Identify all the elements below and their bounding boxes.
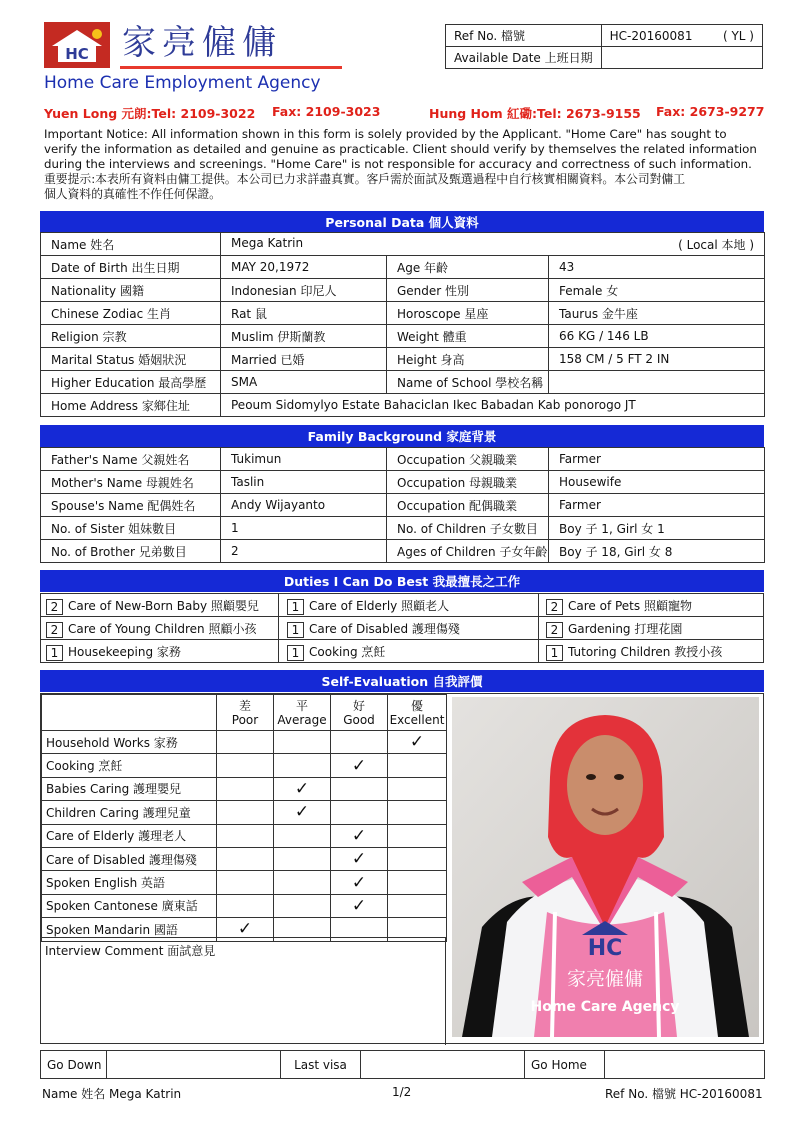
last-visa-label: Last visa xyxy=(281,1051,361,1079)
name-value: Mega Katrin xyxy=(231,235,304,250)
evaluation-blank-header xyxy=(42,695,217,731)
evaluation-item-label: Children Caring 護理兒童 xyxy=(42,801,217,824)
agency-name: Home Care Employment Agency xyxy=(44,73,321,93)
rating-cell xyxy=(217,871,274,894)
brother-count-label: No. of Brother 兄弟數目 xyxy=(41,540,221,563)
weight-label: Weight 體重 xyxy=(387,325,549,348)
school-label: Name of School 學校名稱 xyxy=(387,371,549,394)
zodiac-value: Rat 鼠 xyxy=(221,302,387,325)
hung-hom-tel: Hung Hom 紅磡:Tel: 2673-9155 xyxy=(429,106,641,121)
notice-line: 個人資料的真確性不作任何保證。 xyxy=(44,187,221,201)
name-value-cell xyxy=(221,233,765,256)
duty-label: Care of New-Born Baby 照顧嬰兒 xyxy=(68,599,259,613)
notice-line: 重要提示:本表所有資料由傭工提供。本公司已力求詳盡真實。客戶需於面試及甄選過程中自行核實相關資料。本公司對傭工 xyxy=(44,172,686,186)
rating-cell xyxy=(217,847,274,870)
notice-line: Important Notice: All information shown in this form is solely provided by the Applicant. "Home Care" has sought to xyxy=(44,127,727,141)
spouse-name-label: Spouse's Name 配偶姓名 xyxy=(41,494,221,517)
table-row xyxy=(41,233,765,256)
check-mark-icon: ✓ xyxy=(388,731,447,754)
dob-value: MAY 20,1972 xyxy=(221,256,387,279)
name-label: Name 姓名 xyxy=(41,233,221,256)
table-row xyxy=(42,731,447,754)
education-label: Higher Education 最高學歷 xyxy=(41,371,221,394)
rating-cell xyxy=(388,824,447,847)
rating-cell xyxy=(388,871,447,894)
important-notice xyxy=(44,127,766,202)
table-row xyxy=(41,394,765,417)
check-mark-icon: ✓ xyxy=(331,754,388,777)
duty-label: Care of Elderly 照顧老人 xyxy=(309,599,450,613)
height-label: Height 身高 xyxy=(387,348,549,371)
table-row xyxy=(42,894,447,917)
rating-cell xyxy=(274,871,331,894)
rating-cell xyxy=(388,777,447,800)
personal-data-table xyxy=(40,232,765,417)
duty-label: Tutoring Children 教授小孩 xyxy=(568,645,723,659)
evaluation-item-label: Household Works 家務 xyxy=(42,731,217,754)
duty-rank: 2 xyxy=(46,599,63,615)
table-row xyxy=(42,801,447,824)
rating-header-cn: 好 xyxy=(352,698,365,713)
gender-label: Gender 性別 xyxy=(387,279,549,302)
duty-rank: 2 xyxy=(46,622,63,638)
applicant-photo xyxy=(452,697,759,1037)
duty-rank: 1 xyxy=(287,645,304,661)
school-value xyxy=(549,371,765,394)
table-row xyxy=(42,847,447,870)
duty-rank: 2 xyxy=(546,622,563,638)
mother-name-value: Taslin xyxy=(221,471,387,494)
father-name-value: Tukimun xyxy=(221,448,387,471)
rating-header-cn: 差 xyxy=(238,698,251,713)
rating-cell xyxy=(274,894,331,917)
spouse-name-value: Andy Wijayanto xyxy=(221,494,387,517)
logo-mark-text: HC xyxy=(65,45,89,63)
weight-value: 66 KG / 146 LB xyxy=(549,325,765,348)
duty-label: Care of Pets 照顧寵物 xyxy=(568,599,692,613)
check-mark-icon: ✓ xyxy=(331,871,388,894)
duty-rank: 1 xyxy=(287,599,304,615)
evaluation-item-label: Cooking 烹飪 xyxy=(42,754,217,777)
check-mark-icon: ✓ xyxy=(274,801,331,824)
travel-info-table xyxy=(40,1050,765,1079)
check-mark-icon: ✓ xyxy=(217,918,274,941)
marital-value: Married 已婚 xyxy=(221,348,387,371)
age-value: 43 xyxy=(549,256,765,279)
check-mark-icon: ✓ xyxy=(331,894,388,917)
dob-label: Date of Birth 出生日期 xyxy=(41,256,221,279)
last-visa-value xyxy=(361,1051,525,1079)
interview-comment xyxy=(41,937,446,1045)
duty-item xyxy=(287,595,449,617)
table-row xyxy=(41,279,765,302)
spouse-occupation-label: Occupation 配偶職業 xyxy=(387,494,549,517)
duty-item xyxy=(287,641,385,663)
rating-header-poor xyxy=(217,695,274,731)
self-evaluation-table xyxy=(41,694,447,942)
self-evaluation-panel xyxy=(40,693,764,1044)
duties-divider xyxy=(538,594,539,662)
rating-header-en: Poor xyxy=(231,712,259,727)
rating-cell xyxy=(274,824,331,847)
table-row xyxy=(42,871,447,894)
children-ages-value: Boy 子 18, Girl 女 8 xyxy=(549,540,765,563)
table-row xyxy=(41,540,765,563)
table-row xyxy=(41,325,765,348)
evaluation-item-label: Spoken Cantonese 廣東話 xyxy=(42,894,217,917)
residency-tag: ( Local 本地 ) xyxy=(678,237,755,252)
evaluation-rows xyxy=(42,731,447,942)
father-name-label: Father's Name 父親姓名 xyxy=(41,448,221,471)
ref-label: Ref No. 檔號 xyxy=(446,25,602,47)
father-occupation-label: Occupation 父親職業 xyxy=(387,448,549,471)
family-background-table xyxy=(40,447,765,563)
horoscope-label: Horoscope 星座 xyxy=(387,302,549,325)
apron-chinese-text: 家亮僱傭 xyxy=(566,968,644,990)
rating-cell xyxy=(388,754,447,777)
religion-value: Muslim 伊斯蘭教 xyxy=(221,325,387,348)
notice-line: verify the information as detailed and genuine as practicable. Client should verify by themselves the related information xyxy=(44,142,757,156)
apron-english-text: Home Care Agency xyxy=(530,999,680,1015)
check-mark-icon: ✓ xyxy=(274,777,331,800)
brother-count-value: 2 xyxy=(221,540,387,563)
table-row xyxy=(41,371,765,394)
duty-item xyxy=(287,618,460,640)
duty-label: Housekeeping 家務 xyxy=(68,645,181,659)
duty-item xyxy=(546,641,722,663)
rating-cell xyxy=(388,894,447,917)
height-value: 158 CM / 5 FT 2 IN xyxy=(549,348,765,371)
go-home-value xyxy=(605,1051,765,1079)
go-down-label: Go Down xyxy=(41,1051,107,1079)
agency-logo xyxy=(44,22,324,68)
table-row xyxy=(41,256,765,279)
rating-cell xyxy=(331,801,388,824)
duty-item xyxy=(46,595,259,617)
duty-label: Gardening 打理花園 xyxy=(568,622,683,636)
ref-value: HC-20160081 xyxy=(609,28,693,43)
duties-header: Duties I Can Do Best 我最擅長之工作 xyxy=(40,570,764,592)
mother-occupation-label: Occupation 母親職業 xyxy=(387,471,549,494)
notice-line: during the interviews and screenings. "Home Care" is not responsible for accuracy and correctness of such information. xyxy=(44,157,752,171)
go-home-label: Go Home xyxy=(525,1051,605,1079)
rating-cell xyxy=(388,847,447,870)
duty-label: Cooking 烹飪 xyxy=(309,645,386,659)
duty-label: Care of Young Children 照顧小孩 xyxy=(68,622,257,636)
footer-name: Name 姓名 Mega Katrin xyxy=(42,1087,182,1101)
duty-rank: 2 xyxy=(546,599,563,615)
family-background-header: Family Background 家庭背景 xyxy=(40,425,764,447)
personal-data-header: Personal Data 個人資料 xyxy=(40,211,764,233)
footer-ref: Ref No. 檔號 HC-20160081 xyxy=(605,1087,763,1101)
rating-header-en: Average xyxy=(277,712,327,727)
rating-cell xyxy=(217,824,274,847)
duty-item xyxy=(546,618,682,640)
duty-rank: 1 xyxy=(546,645,563,661)
house-logo-icon xyxy=(44,22,110,68)
rating-cell xyxy=(217,894,274,917)
education-value: SMA xyxy=(221,371,387,394)
table-row xyxy=(42,754,447,777)
rating-cell xyxy=(274,731,331,754)
ref-value-cell xyxy=(601,25,762,47)
ref-suffix: ( YL ) xyxy=(722,28,754,43)
rating-cell xyxy=(331,777,388,800)
yuen-long-fax: Fax: 2109-3023 xyxy=(272,104,381,119)
mother-occupation-value: Housewife xyxy=(549,471,765,494)
zodiac-label: Chinese Zodiac 生肖 xyxy=(41,302,221,325)
evaluation-item-label: Care of Disabled 護理傷殘 xyxy=(42,847,217,870)
duties-divider xyxy=(278,594,279,662)
table-row xyxy=(42,824,447,847)
duty-label: Care of Disabled 護理傷殘 xyxy=(309,622,460,636)
check-mark-icon: ✓ xyxy=(331,847,388,870)
address-label: Home Address 家鄉住址 xyxy=(41,394,221,417)
self-evaluation-header: Self-Evaluation 自我評價 xyxy=(40,670,764,692)
duty-item xyxy=(546,595,692,617)
interview-comment-label: Interview Comment 面試意見 xyxy=(45,944,216,958)
table-row xyxy=(41,448,765,471)
rating-cell xyxy=(274,847,331,870)
available-date-label: Available Date 上班日期 xyxy=(446,47,602,69)
table-row xyxy=(41,471,765,494)
hung-hom-fax: Fax: 2673-9277 xyxy=(656,104,765,119)
father-occupation-value: Farmer xyxy=(549,448,765,471)
evaluation-item-label: Care of Elderly 護理老人 xyxy=(42,824,217,847)
rating-header-en: Excellent xyxy=(389,712,445,727)
rating-cell xyxy=(217,777,274,800)
age-label: Age 年齡 xyxy=(387,256,549,279)
evaluation-item-label: Spoken Mandarin 國語 xyxy=(42,918,217,941)
table-row xyxy=(41,302,765,325)
children-count-label: No. of Children 子女數目 xyxy=(387,517,549,540)
religion-label: Religion 宗教 xyxy=(41,325,221,348)
duty-item xyxy=(46,618,256,640)
children-count-value: Boy 子 1, Girl 女 1 xyxy=(549,517,765,540)
nationality-label: Nationality 國籍 xyxy=(41,279,221,302)
table-row xyxy=(41,1051,765,1079)
check-mark-icon: ✓ xyxy=(331,824,388,847)
evaluation-item-label: Spoken English 英語 xyxy=(42,871,217,894)
children-ages-label: Ages of Children 子女年齡 xyxy=(387,540,549,563)
evaluation-header-row xyxy=(42,695,447,731)
horoscope-value: Taurus 金牛座 xyxy=(549,302,765,325)
logo-underline xyxy=(120,66,342,69)
available-date-value xyxy=(601,47,762,69)
rating-header-excellent xyxy=(388,695,447,731)
sister-count-value: 1 xyxy=(221,517,387,540)
duty-item xyxy=(46,641,181,663)
sister-count-label: No. of Sister 姐妹數目 xyxy=(41,517,221,540)
spouse-occupation-value: Farmer xyxy=(549,494,765,517)
table-row xyxy=(41,517,765,540)
rating-header-average xyxy=(274,695,331,731)
rating-header-en: Good xyxy=(343,712,375,727)
nationality-value: Indonesian 印尼人 xyxy=(221,279,387,302)
table-row xyxy=(41,494,765,517)
table-row xyxy=(41,348,765,371)
apron-logo-text: HC xyxy=(587,936,623,961)
rating-cell xyxy=(274,754,331,777)
rating-header-cn: 優 xyxy=(410,698,423,713)
rating-header-cn: 平 xyxy=(295,698,308,713)
rating-cell xyxy=(388,801,447,824)
go-down-value xyxy=(107,1051,281,1079)
rating-cell xyxy=(217,801,274,824)
reference-table xyxy=(445,24,763,69)
marital-label: Marital Status 婚姻狀況 xyxy=(41,348,221,371)
mother-name-label: Mother's Name 母親姓名 xyxy=(41,471,221,494)
duty-rank: 1 xyxy=(287,622,304,638)
logo-chinese-name: 家亮僱傭 xyxy=(122,23,282,63)
rating-header-good xyxy=(331,695,388,731)
gender-value: Female 女 xyxy=(549,279,765,302)
rating-cell xyxy=(331,731,388,754)
evaluation-item-label: Babies Caring 護理嬰兒 xyxy=(42,777,217,800)
table-row xyxy=(42,777,447,800)
address-value: Peoum Sidomylyo Estate Bahaciclan Ikec Babadan Kab ponorogo JT xyxy=(221,394,765,417)
rating-cell xyxy=(217,754,274,777)
rating-cell xyxy=(217,731,274,754)
duty-rank: 1 xyxy=(46,645,63,661)
applicant-portrait xyxy=(452,697,759,1037)
page-number: 1/2 xyxy=(392,1085,412,1099)
yuen-long-tel: Yuen Long 元朗:Tel: 2109-3022 xyxy=(44,106,256,121)
duties-grid xyxy=(40,593,764,663)
